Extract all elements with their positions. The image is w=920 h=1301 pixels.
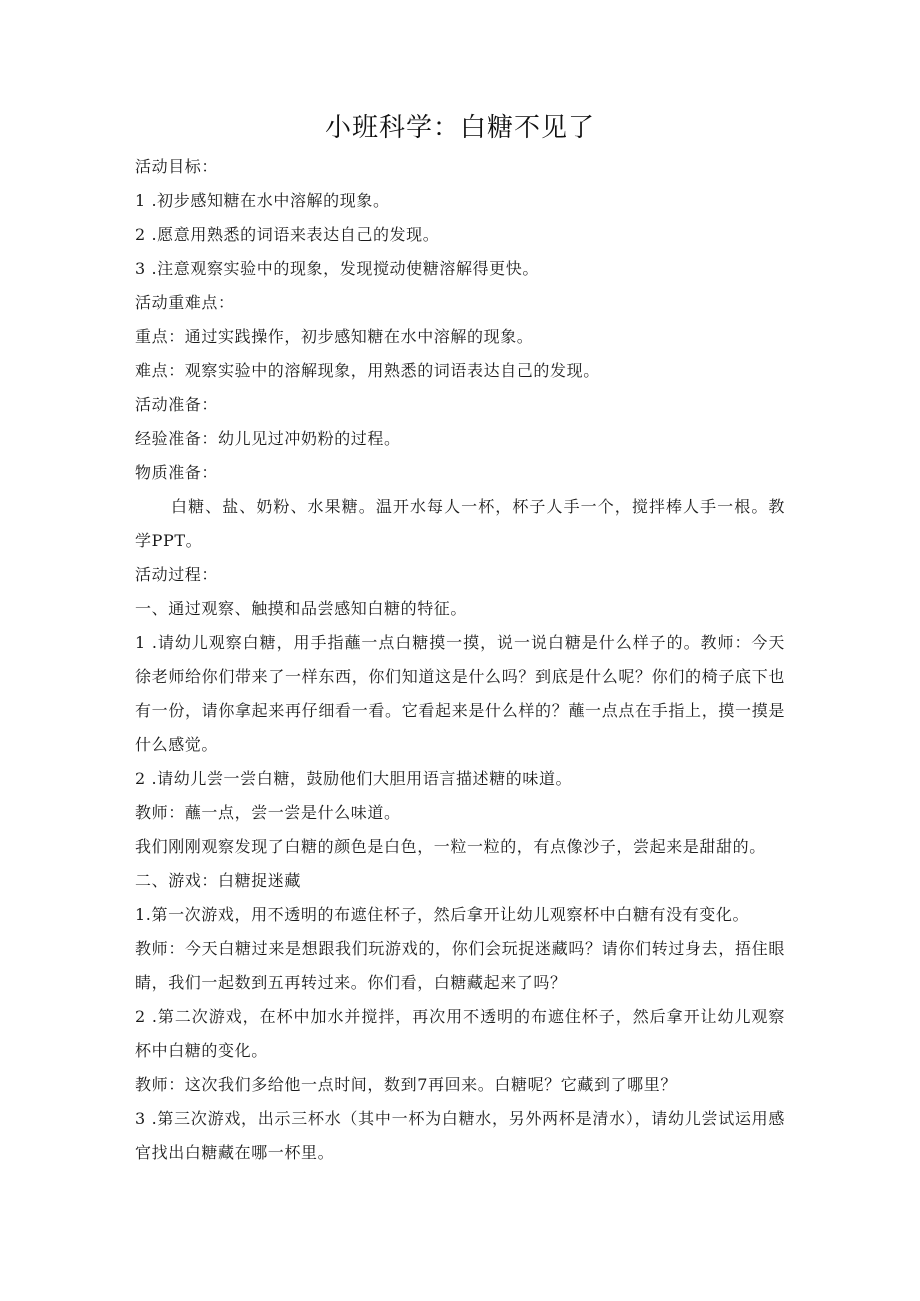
key-point: 重点：通过实践操作，初步感知糖在水中溶解的现象。 bbox=[135, 327, 534, 346]
teacher-line-taste: 教师：蘸一点，尝一尝是什么味道。 bbox=[135, 803, 401, 822]
section-2-heading: 二、游戏：白糖捉迷藏 bbox=[135, 871, 302, 890]
heading-key-difficult-points: 活动重难点： bbox=[135, 293, 235, 312]
material-list: 白糖、盐、奶粉、水果糖。温开水每人一杯，杯子人手一个，搅拌棒人手一根。教学PPT。 bbox=[135, 497, 785, 550]
heading-activity-goals: 活动目标： bbox=[135, 157, 219, 176]
heading-activity-preparation: 活动准备： bbox=[135, 395, 219, 414]
document-title: 小班科学：白糖不见了 bbox=[324, 113, 595, 143]
heading-material-preparation: 物质准备： bbox=[135, 463, 219, 482]
section-1-step-2: 2 .请幼儿尝一尝白糖，鼓励他们大胆用语言描述糖的味道。 bbox=[135, 769, 573, 788]
difficult-point: 难点：观察实验中的溶解现象，用熟悉的词语表达自己的发现。 bbox=[135, 361, 600, 380]
goal-item-1: 1 .初步感知糖在水中溶解的现象。 bbox=[135, 191, 390, 210]
goal-item-2: 2 .愿意用熟悉的词语来表达自己的发现。 bbox=[135, 225, 440, 244]
experience-preparation: 经验准备：幼儿见过冲奶粉的过程。 bbox=[135, 429, 401, 448]
section-1-heading: 一、通过观察、触摸和品尝感知白糖的特征。 bbox=[135, 599, 468, 618]
goal-item-3: 3 .注意观察实验中的现象，发现搅动使糖溶解得更快。 bbox=[135, 259, 539, 278]
sugar-summary: 我们刚刚观察发现了白糖的颜色是白色，一粒一粒的，有点像沙子，尝起来是甜甜的。 bbox=[135, 837, 766, 856]
document-body bbox=[135, 150, 785, 1170]
heading-activity-process: 活动过程： bbox=[135, 565, 219, 584]
game-round-3: 3 .第三次游戏，出示三杯水（其中一杯为白糖水，另外两杯是清水），请幼儿尝试运用感官找出白糖藏在哪一杯里。 bbox=[135, 1109, 785, 1162]
section-1-step-1: 1 .请幼儿观察白糖，用手指蘸一点白糖摸一摸，说一说白糖是什么样子的。教师：今天徐老师给你们带来了一样东西，你们知道这是什么吗？到底是什么呢？你们的椅子底下也有一份，请你拿起来再仔细看一看。它看起来是什么样的？蘸一点点在手指上，摸一摸是什么感觉。 bbox=[135, 633, 785, 754]
game-round-1: 1.第一次游戏，用不透明的布遮住杯子，然后拿开让幼儿观察杯中白糖有没有变化。 bbox=[135, 905, 750, 924]
teacher-line-round-1: 教师：今天白糖过来是想跟我们玩游戏的，你们会玩捉迷藏吗？请你们转过身去，捂住眼睛，我们一起数到五再转过来。你们看，白糖藏起来了吗？ bbox=[135, 939, 785, 992]
teacher-line-round-2: 教师：这次我们多给他一点时间，数到7再回来。白糖呢？它藏到了哪里？ bbox=[135, 1075, 677, 1094]
game-round-2: 2 .第二次游戏，在杯中加水并搅拌，再次用不透明的布遮住杯子，然后拿开让幼儿观察杯中白糖的变化。 bbox=[135, 1007, 785, 1060]
